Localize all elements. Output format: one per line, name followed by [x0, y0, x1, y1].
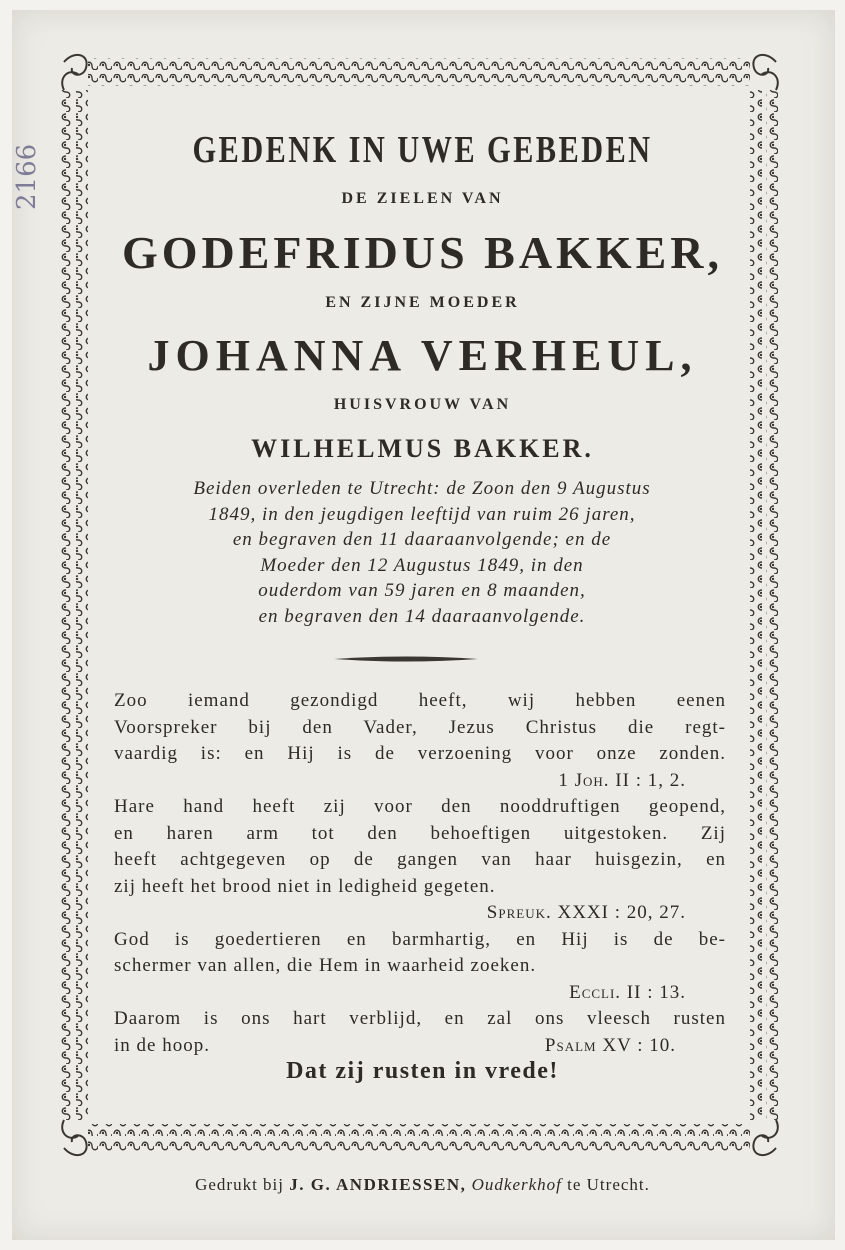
printer-prefix: Gedrukt bij — [195, 1175, 284, 1194]
scripture-line: heeft achtgegeven op de gangen van haar huisgezin, en — [114, 849, 726, 870]
scripture-line: vaardig is: en Hij is de verzoening voor onze zonden. — [114, 743, 726, 764]
scripture-line: en haren arm tot den behoeftigen uitgestoken. Zij — [114, 822, 726, 844]
biography-line: ouderdom van 59 jaren en 8 maanden, — [258, 580, 586, 601]
scripture-line: God is goedertieren en barmhartig, en Hij is de be- — [114, 928, 726, 950]
scripture-reference: Spreuk. XXXI : 20, 27. — [486, 902, 686, 923]
printer-suffix: te Utrecht. — [567, 1175, 650, 1194]
scripture-line: schermer van allen, die Hem in waarheid zoeken. — [114, 955, 537, 976]
scripture-line: in de hoop. — [114, 1034, 210, 1056]
scripture-reference: Psalm XV : 10. — [544, 1034, 676, 1056]
decorative-divider — [334, 655, 478, 663]
printer-imprint — [100, 1175, 745, 1195]
biography-line: en begraven den 14 daaraanvolgende. — [258, 605, 586, 627]
spouse-intro: HUISVROUW VAN — [333, 396, 512, 413]
handwritten-number: 2166 — [12, 143, 42, 210]
scripture-last-line — [114, 1033, 726, 1060]
relation-line: EN ZIJNE MOEDER — [325, 294, 520, 311]
scripture-reference: Eccli. II : 13. — [569, 981, 686, 1003]
biography-line: Moeder den 12 Augustus 1849, in den — [260, 554, 584, 576]
scripture-line: Zoo iemand gezondigd heeft, wij hebben eenen — [114, 690, 726, 711]
biography — [112, 476, 732, 629]
scripture-reference: 1 Joh. II : 1, 2. — [558, 769, 686, 791]
scripture-line: zij heeft het brood niet in ledigheid gegeten. — [114, 875, 496, 897]
intro-line: DE ZIELEN VAN — [341, 190, 504, 207]
biography-line: 1849, in den jeugdigen leeftijd van ruim 26 jaren, — [208, 503, 636, 525]
name-son: GODEFRIDUS BAKKER, — [121, 227, 724, 278]
printer-place: Oudkerkhof — [471, 1175, 562, 1194]
name-mother: JOHANNA VERHEUL, — [147, 331, 698, 380]
biography-line: en begraven den 11 daaraanvolgende; en de — [232, 529, 612, 550]
closing-prayer: Dat zij rusten in vrede! — [286, 1058, 559, 1084]
biography-line: Beiden overleden te Utrecht: de Zoon den 9 Augustus — [193, 478, 651, 499]
scripture-line: Daarom is ons hart verblijd, en zal ons vleesch rusten — [114, 1008, 726, 1029]
scripture-line: Voorspreker bij den Vader, Jezus Christus die regt- — [114, 716, 726, 738]
name-husband: WILHELMUS BAKKER. — [251, 434, 594, 463]
scripture-quotes — [114, 688, 726, 1059]
scripture-line: Hare hand heeft zij voor den nooddruftigen geopend, — [114, 796, 726, 817]
card-heading: GEDENK IN UWE GEBEDEN — [192, 129, 653, 171]
printer-name: J. G. ANDRIESSEN, — [289, 1175, 467, 1194]
